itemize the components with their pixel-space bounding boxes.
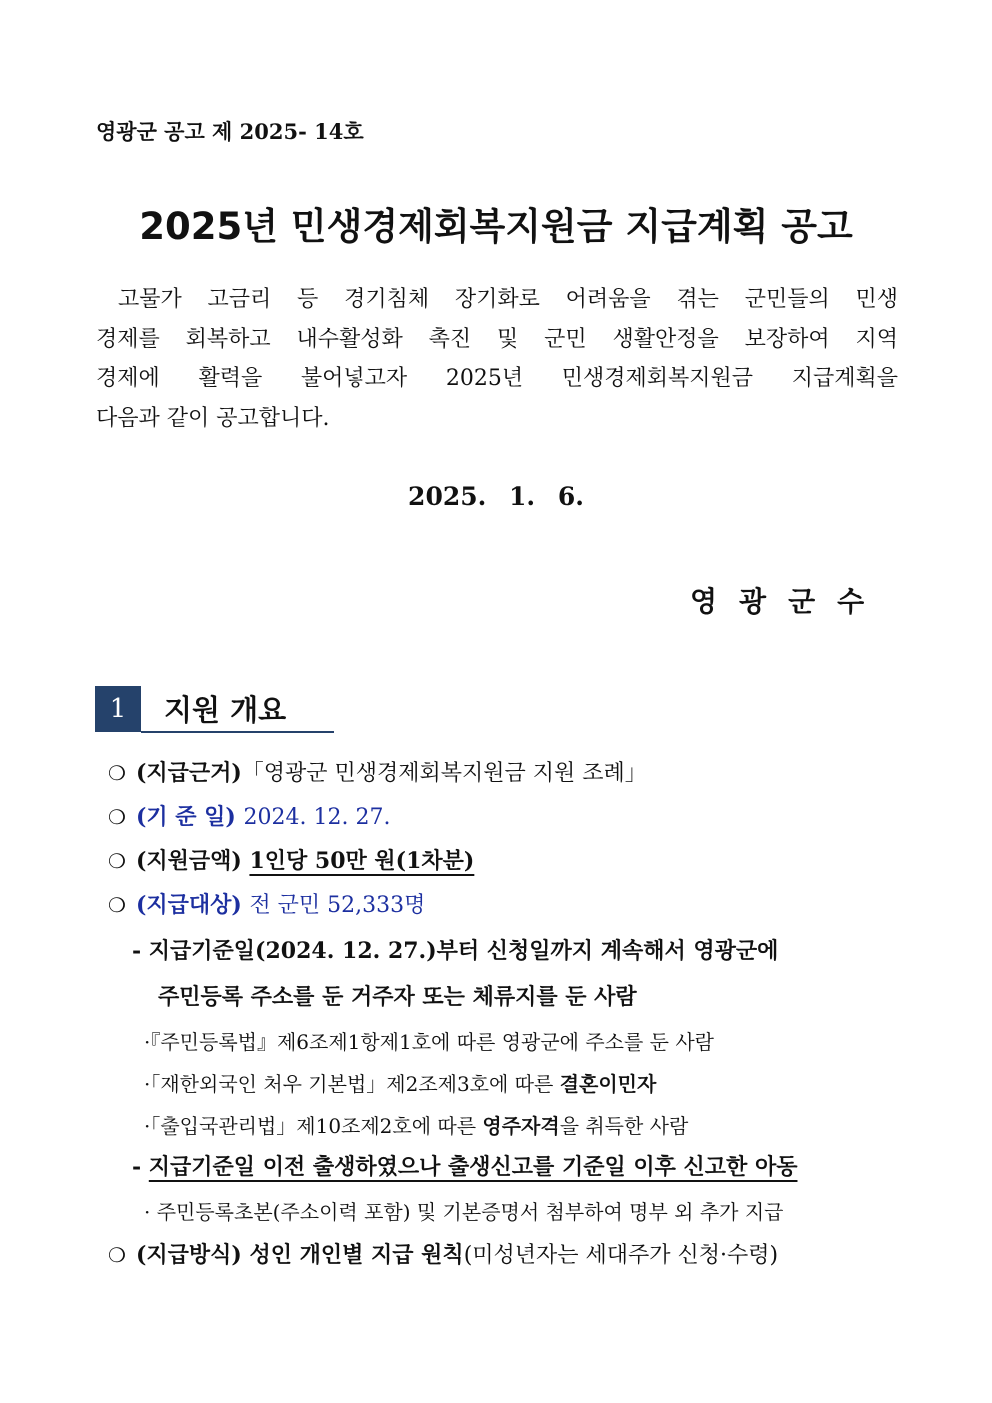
item-basis — [108, 756, 647, 787]
bullet-circle-icon: ❍ — [108, 1243, 126, 1267]
item-amount-label: (지원금액) — [135, 848, 242, 874]
item-amount — [108, 844, 474, 875]
section-title: 지원 개요 — [164, 693, 287, 727]
intro-line-2: 경제를 회복하고 내수활성화 촉진 및 군민 생활안정을 보장하여 지역 — [96, 326, 898, 352]
target-sub2-point: · 주민등록초본(주소이력 포함) 및 기본증명서 첨부하여 명부 외 추가 지급 — [144, 1200, 784, 1224]
signer: 영광군수 — [690, 585, 887, 618]
item-method-label: (지급방식) — [135, 1242, 242, 1268]
target-sub2 — [132, 1150, 797, 1181]
target-sub1-line1: - 지급기준일(2024. 12. 27.)부터 신청일까지 계속해서 영광군에 — [132, 938, 779, 964]
intro-paragraph — [96, 280, 898, 438]
bullet-circle-icon: ❍ — [108, 849, 126, 873]
bullet-circle-icon: ❍ — [108, 893, 126, 917]
item-basis-label: (지급근거) — [135, 760, 242, 786]
item-method-normal: (미성년자는 세대주가 신청·수령) — [463, 1243, 779, 1268]
bullet-circle-icon: ❍ — [108, 805, 126, 829]
target-sub2-dash: - — [132, 1154, 149, 1180]
notice-date: 2025. 1. 6. — [408, 482, 584, 511]
target-point-2 — [144, 1068, 656, 1097]
item-base-date — [108, 800, 390, 831]
item-base-date-value: 2024. 12. 27. — [243, 805, 391, 830]
target-point-3-bold: 영주자격 — [482, 1114, 560, 1138]
item-method — [108, 1238, 778, 1269]
bullet-circle-icon: ❍ — [108, 761, 126, 785]
target-point-2-text: ·「재한외국인 처우 기본법」제2조제3호에 따른 — [144, 1072, 560, 1096]
section-underline — [141, 731, 334, 733]
target-point-3 — [144, 1110, 688, 1139]
item-target-value: 전 군민 52,333명 — [249, 893, 426, 918]
target-sub2-text: 지급기준일 이전 출생하였으나 출생신고를 기준일 이후 신고한 아동 — [148, 1154, 798, 1180]
intro-line-1: 고물가 고금리 등 경기침체 장기화로 어려움을 겪는 군민들의 민생 — [118, 287, 898, 312]
item-target — [108, 888, 425, 919]
target-point-1-text: ·『주민등록법』제6조제1항제1호에 따른 영광군에 주소를 둔 사람 — [144, 1030, 714, 1054]
item-target-label: (지급대상) — [135, 892, 242, 918]
section-number-badge: 1 — [95, 686, 141, 732]
item-method-bold: 성인 개인별 지급 원칙 — [249, 1242, 464, 1268]
item-basis-value: 「영광군 민생경제회복지원금 지원 조례」 — [241, 761, 647, 786]
intro-line-4: 다음과 같이 공고합니다. — [96, 405, 330, 431]
target-point-1 — [144, 1026, 714, 1055]
target-sub1-line2: 주민등록 주소를 둔 거주자 또는 체류지를 둔 사람 — [158, 984, 637, 1010]
intro-line-3: 경제에 활력을 불어넣고자 2025년 민생경제회복지원금 지급계획을 — [96, 366, 898, 391]
item-base-date-label: (기 준 일) — [135, 804, 236, 830]
target-point-3-text: ·「출입국관리법」제10조제2호에 따른 — [144, 1114, 483, 1138]
target-point-2-bold: 결혼이민자 — [559, 1072, 657, 1096]
notice-number: 영광군 공고 제 2025- 14호 — [96, 119, 364, 144]
page-title: 2025년 민생경제회복지원금 지급계획 공고 — [139, 205, 853, 248]
target-point-3-suffix: 을 취득한 사람 — [559, 1114, 689, 1138]
item-amount-value: 1인당 50만 원(1차분) — [249, 848, 475, 874]
